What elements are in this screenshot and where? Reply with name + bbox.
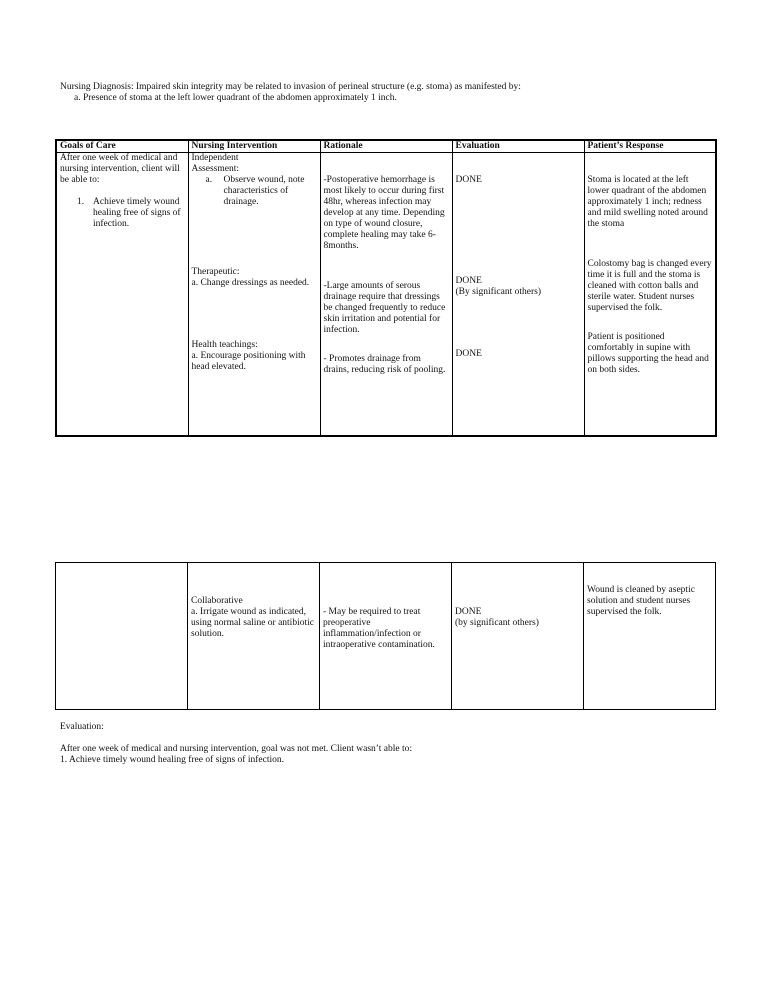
table-header-row [56, 140, 716, 153]
goal-item-number: 1. [77, 197, 85, 207]
rationale-3: - Promotes drainage from drains, reducing risk of pooling. [323, 354, 446, 375]
health-teaching-heading: Health teachings: [191, 340, 258, 350]
care-plan-table-continued [55, 562, 716, 710]
response-cell [584, 563, 716, 710]
evaluation-title: Evaluation: [60, 722, 104, 732]
response-2: Colostomy bag is changed every time it is full and the stoma is cleaned with cotton balls and sterile water. Student nurses supervised the folk. [587, 259, 712, 313]
health-teaching-item: a. Encourage positioning with head elevated. [191, 351, 306, 372]
evaluation-statement: After one week of medical and nursing intervention, goal was not met. Client wasn’t able to: [60, 744, 413, 754]
collaborative-heading: Collaborative [191, 596, 243, 606]
header-response: Patient’s Response [584, 140, 716, 153]
collaborative-item: a. Irrigate wound as indicated, using normal saline or antibiotic solution. [191, 607, 314, 639]
header-rationale: Rationale [320, 140, 452, 153]
header-goals: Goals of Care [56, 140, 188, 153]
response-cell [584, 153, 716, 436]
care-plan-table [55, 139, 717, 437]
diagnosis-item-a: a. Presence of stoma at the left lower quadrant of the abdomen approximately 1 inch. [74, 93, 397, 103]
header-evaluation: Evaluation [452, 140, 584, 153]
rationale-cell [320, 153, 452, 436]
assessment-heading: Assessment: [191, 164, 239, 174]
rationale-4: - May be required to treat preoperative inflammation/infection or intraoperative contamination. [323, 607, 435, 650]
evaluation-2-note: (By significant others) [455, 287, 541, 297]
table-row [56, 153, 716, 436]
assessment-item-text: Observe wound, note characteristics of drainage. [223, 175, 305, 207]
goals-intro: After one week of medical and nursing intervention, client will be able to: [60, 153, 180, 185]
rationale-cell [320, 563, 452, 710]
evaluation-1: DONE [455, 175, 482, 185]
evaluation-3: DONE [455, 349, 482, 359]
header-intervention: Nursing Intervention [188, 140, 320, 153]
nursing-diagnosis [60, 82, 720, 104]
assessment-item [192, 175, 317, 208]
collaborative-cell [188, 563, 320, 710]
response-3: Patient is positioned comfortably in supine with pillows supporting the head and on both sides. [587, 332, 709, 375]
independent-heading: Independent [191, 153, 239, 163]
therapeutic-heading: Therapeutic: [191, 267, 240, 277]
assessment-item-letter: a. [205, 175, 213, 185]
goals-cell [56, 153, 188, 436]
response-4: Wound is cleaned by aseptic solution and student nurses supervised the folk. [587, 585, 695, 617]
evaluation-section [60, 722, 720, 766]
intervention-cell [188, 153, 320, 436]
table-row [56, 563, 716, 710]
rationale-2: -Large amounts of serous drainage require that dressings be changed frequently to reduce skin irritation and potential for infection. [323, 281, 446, 335]
evaluation-cell [452, 563, 584, 710]
evaluation-4-note: (by significant others) [455, 618, 539, 628]
goal-item-text: Achieve timely wound healing free of signs of infection. [93, 197, 181, 229]
rationale-1: -Postoperative hemorrhage is most likely to occur during first 48hr, whereas infection may develop at any time. Depending on type of wound closure, complete healing may take 6-8months. [323, 175, 445, 251]
goal-item [60, 197, 185, 230]
diagnosis-statement: Nursing Diagnosis: Impaired skin integrity may be related to invasion of perineal structure (e.g. stoma) as manifested by: [60, 82, 521, 92]
response-1: Stoma is located at the left lower quadrant of the abdomen approximately 1 inch; redness and mild swelling noted around the stoma [587, 175, 708, 229]
evaluation-cell [452, 153, 584, 436]
therapeutic-item: a. Change dressings as needed. [191, 278, 310, 288]
evaluation-2: DONE [455, 276, 482, 286]
evaluation-item: 1. Achieve timely wound healing free of signs of infection. [60, 755, 284, 765]
evaluation-4: DONE [455, 607, 482, 617]
goals-cell-empty [56, 563, 188, 710]
